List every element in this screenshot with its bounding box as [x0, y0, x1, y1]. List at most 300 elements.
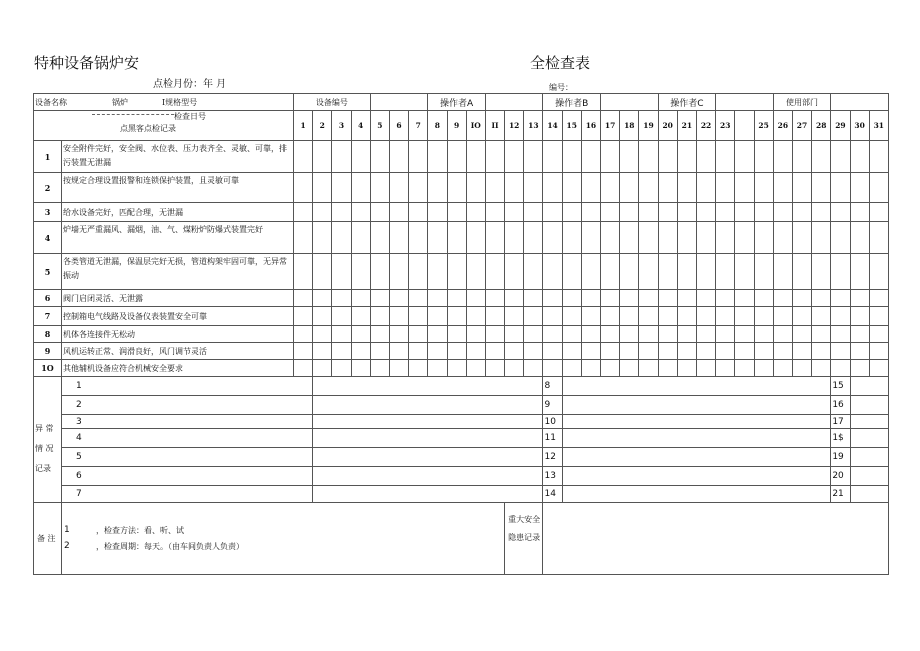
check-cell[interactable]	[696, 222, 715, 254]
check-cell[interactable]	[831, 343, 850, 360]
check-cell[interactable]	[428, 203, 447, 222]
check-cell[interactable]	[581, 343, 600, 360]
check-cell[interactable]	[351, 343, 370, 360]
hazard-entry[interactable]	[543, 503, 888, 575]
check-cell[interactable]	[428, 141, 447, 173]
abnormal-entry[interactable]	[850, 429, 888, 448]
check-cell[interactable]	[620, 254, 639, 290]
check-cell[interactable]	[409, 173, 428, 203]
check-cell[interactable]	[313, 173, 332, 203]
check-cell[interactable]	[313, 360, 332, 377]
check-cell[interactable]	[677, 254, 696, 290]
check-cell[interactable]	[716, 173, 735, 203]
check-cell[interactable]	[831, 141, 850, 173]
dept-value[interactable]	[831, 94, 889, 111]
check-cell[interactable]	[754, 360, 773, 377]
check-cell[interactable]	[409, 203, 428, 222]
check-cell[interactable]	[754, 290, 773, 307]
check-cell[interactable]	[601, 360, 620, 377]
check-cell[interactable]	[351, 222, 370, 254]
check-cell[interactable]	[562, 141, 581, 173]
check-cell[interactable]	[294, 326, 313, 343]
check-cell[interactable]	[428, 254, 447, 290]
abnormal-entry[interactable]	[313, 429, 543, 448]
check-cell[interactable]	[428, 307, 447, 326]
check-cell[interactable]	[812, 326, 831, 343]
check-cell[interactable]	[505, 290, 524, 307]
check-cell[interactable]	[332, 141, 351, 173]
check-cell[interactable]	[505, 203, 524, 222]
check-cell[interactable]	[792, 254, 811, 290]
check-cell[interactable]	[524, 326, 543, 343]
check-cell[interactable]	[773, 222, 792, 254]
check-cell[interactable]	[562, 360, 581, 377]
check-cell[interactable]	[447, 141, 466, 173]
check-cell[interactable]	[505, 173, 524, 203]
check-cell[interactable]	[658, 290, 677, 307]
check-cell[interactable]	[562, 173, 581, 203]
check-cell[interactable]	[831, 307, 850, 326]
check-cell[interactable]	[773, 290, 792, 307]
check-cell[interactable]	[792, 307, 811, 326]
check-cell[interactable]	[658, 173, 677, 203]
check-cell[interactable]	[754, 222, 773, 254]
abnormal-entry[interactable]	[313, 415, 543, 429]
check-cell[interactable]	[716, 307, 735, 326]
check-cell[interactable]	[447, 290, 466, 307]
check-cell[interactable]	[639, 343, 658, 360]
check-cell[interactable]	[677, 203, 696, 222]
check-cell[interactable]	[869, 222, 888, 254]
abnormal-entry[interactable]	[850, 448, 888, 467]
check-cell[interactable]	[716, 290, 735, 307]
check-cell[interactable]	[850, 222, 869, 254]
abnormal-entry[interactable]	[850, 486, 888, 503]
check-cell[interactable]	[696, 307, 715, 326]
check-cell[interactable]	[773, 254, 792, 290]
check-cell[interactable]	[313, 222, 332, 254]
check-cell[interactable]	[581, 326, 600, 343]
check-cell[interactable]	[792, 343, 811, 360]
check-cell[interactable]	[792, 290, 811, 307]
check-cell[interactable]	[543, 360, 562, 377]
check-cell[interactable]	[543, 173, 562, 203]
check-cell[interactable]	[869, 360, 888, 377]
check-cell[interactable]	[466, 326, 485, 343]
abnormal-entry[interactable]	[313, 486, 543, 503]
check-cell[interactable]	[716, 141, 735, 173]
check-cell[interactable]	[505, 326, 524, 343]
check-cell[interactable]	[466, 203, 485, 222]
check-cell[interactable]	[581, 254, 600, 290]
check-cell[interactable]	[485, 290, 504, 307]
check-cell[interactable]	[601, 222, 620, 254]
check-cell[interactable]	[620, 290, 639, 307]
check-cell[interactable]	[850, 307, 869, 326]
abnormal-entry[interactable]	[850, 467, 888, 486]
check-cell[interactable]	[313, 326, 332, 343]
check-cell[interactable]	[696, 343, 715, 360]
check-cell[interactable]	[812, 254, 831, 290]
check-cell[interactable]	[735, 290, 754, 307]
check-cell[interactable]	[428, 222, 447, 254]
check-cell[interactable]	[696, 173, 715, 203]
check-cell[interactable]	[792, 173, 811, 203]
check-cell[interactable]	[773, 173, 792, 203]
operator-a-value[interactable]	[485, 94, 543, 111]
operator-c-value[interactable]	[716, 94, 774, 111]
check-cell[interactable]	[370, 290, 389, 307]
check-cell[interactable]	[294, 360, 313, 377]
check-cell[interactable]	[524, 343, 543, 360]
check-cell[interactable]	[754, 254, 773, 290]
check-cell[interactable]	[601, 343, 620, 360]
check-cell[interactable]	[658, 254, 677, 290]
check-cell[interactable]	[562, 307, 581, 326]
check-cell[interactable]	[735, 343, 754, 360]
check-cell[interactable]	[466, 290, 485, 307]
check-cell[interactable]	[716, 343, 735, 360]
check-cell[interactable]	[351, 360, 370, 377]
check-cell[interactable]	[658, 141, 677, 173]
check-cell[interactable]	[370, 326, 389, 343]
check-cell[interactable]	[524, 290, 543, 307]
check-cell[interactable]	[812, 141, 831, 173]
check-cell[interactable]	[409, 360, 428, 377]
check-cell[interactable]	[370, 360, 389, 377]
check-cell[interactable]	[735, 326, 754, 343]
check-cell[interactable]	[581, 307, 600, 326]
check-cell[interactable]	[812, 290, 831, 307]
check-cell[interactable]	[543, 307, 562, 326]
check-cell[interactable]	[639, 222, 658, 254]
check-cell[interactable]	[428, 360, 447, 377]
check-cell[interactable]	[466, 307, 485, 326]
check-cell[interactable]	[792, 141, 811, 173]
check-cell[interactable]	[409, 222, 428, 254]
check-cell[interactable]	[294, 307, 313, 326]
check-cell[interactable]	[812, 222, 831, 254]
check-cell[interactable]	[428, 290, 447, 307]
check-cell[interactable]	[850, 254, 869, 290]
check-cell[interactable]	[735, 203, 754, 222]
check-cell[interactable]	[370, 141, 389, 173]
check-cell[interactable]	[831, 254, 850, 290]
check-cell[interactable]	[831, 326, 850, 343]
check-cell[interactable]	[658, 326, 677, 343]
check-cell[interactable]	[754, 203, 773, 222]
check-cell[interactable]	[677, 290, 696, 307]
check-cell[interactable]	[639, 173, 658, 203]
check-cell[interactable]	[466, 173, 485, 203]
check-cell[interactable]	[696, 290, 715, 307]
abnormal-entry[interactable]	[313, 377, 543, 396]
check-cell[interactable]	[332, 307, 351, 326]
check-cell[interactable]	[524, 203, 543, 222]
check-cell[interactable]	[869, 290, 888, 307]
check-cell[interactable]	[389, 203, 408, 222]
check-cell[interactable]	[581, 203, 600, 222]
check-cell[interactable]	[773, 360, 792, 377]
check-cell[interactable]	[505, 343, 524, 360]
check-cell[interactable]	[370, 343, 389, 360]
check-cell[interactable]	[389, 343, 408, 360]
check-cell[interactable]	[485, 307, 504, 326]
check-cell[interactable]	[658, 343, 677, 360]
check-cell[interactable]	[389, 290, 408, 307]
check-cell[interactable]	[831, 290, 850, 307]
check-cell[interactable]	[735, 222, 754, 254]
check-cell[interactable]	[543, 343, 562, 360]
check-cell[interactable]	[485, 173, 504, 203]
check-cell[interactable]	[409, 254, 428, 290]
abnormal-entry[interactable]	[562, 467, 831, 486]
check-cell[interactable]	[696, 141, 715, 173]
check-cell[interactable]	[543, 141, 562, 173]
check-cell[interactable]	[850, 141, 869, 173]
check-cell[interactable]	[581, 360, 600, 377]
operator-b-value[interactable]	[601, 94, 659, 111]
check-cell[interactable]	[620, 360, 639, 377]
check-cell[interactable]	[716, 222, 735, 254]
check-cell[interactable]	[812, 343, 831, 360]
check-cell[interactable]	[658, 360, 677, 377]
check-cell[interactable]	[792, 203, 811, 222]
check-cell[interactable]	[370, 222, 389, 254]
equipment-no-value[interactable]	[370, 94, 428, 111]
check-cell[interactable]	[332, 203, 351, 222]
check-cell[interactable]	[677, 173, 696, 203]
check-cell[interactable]	[447, 222, 466, 254]
abnormal-entry[interactable]	[562, 486, 831, 503]
check-cell[interactable]	[831, 222, 850, 254]
check-cell[interactable]	[370, 203, 389, 222]
check-cell[interactable]	[294, 173, 313, 203]
check-cell[interactable]	[581, 222, 600, 254]
check-cell[interactable]	[754, 326, 773, 343]
check-cell[interactable]	[543, 254, 562, 290]
check-cell[interactable]	[620, 173, 639, 203]
abnormal-entry[interactable]	[562, 415, 831, 429]
check-cell[interactable]	[505, 141, 524, 173]
check-cell[interactable]	[294, 203, 313, 222]
check-cell[interactable]	[677, 343, 696, 360]
check-cell[interactable]	[601, 254, 620, 290]
check-cell[interactable]	[524, 222, 543, 254]
check-cell[interactable]	[677, 307, 696, 326]
check-cell[interactable]	[620, 343, 639, 360]
check-cell[interactable]	[389, 360, 408, 377]
check-cell[interactable]	[485, 343, 504, 360]
check-cell[interactable]	[447, 326, 466, 343]
check-cell[interactable]	[869, 326, 888, 343]
check-cell[interactable]	[389, 173, 408, 203]
check-cell[interactable]	[850, 290, 869, 307]
check-cell[interactable]	[447, 203, 466, 222]
check-cell[interactable]	[543, 222, 562, 254]
check-cell[interactable]	[581, 290, 600, 307]
check-cell[interactable]	[716, 326, 735, 343]
check-cell[interactable]	[389, 141, 408, 173]
check-cell[interactable]	[524, 307, 543, 326]
check-cell[interactable]	[677, 141, 696, 173]
abnormal-entry[interactable]	[850, 396, 888, 415]
check-cell[interactable]	[869, 307, 888, 326]
check-cell[interactable]	[812, 203, 831, 222]
abnormal-entry[interactable]	[562, 448, 831, 467]
check-cell[interactable]	[754, 173, 773, 203]
check-cell[interactable]	[696, 203, 715, 222]
check-cell[interactable]	[562, 222, 581, 254]
check-cell[interactable]	[812, 307, 831, 326]
check-cell[interactable]	[428, 326, 447, 343]
check-cell[interactable]	[447, 307, 466, 326]
check-cell[interactable]	[485, 141, 504, 173]
check-cell[interactable]	[389, 307, 408, 326]
check-cell[interactable]	[716, 360, 735, 377]
check-cell[interactable]	[773, 141, 792, 173]
check-cell[interactable]	[313, 307, 332, 326]
check-cell[interactable]	[294, 343, 313, 360]
check-cell[interactable]	[562, 326, 581, 343]
check-cell[interactable]	[505, 360, 524, 377]
check-cell[interactable]	[524, 173, 543, 203]
check-cell[interactable]	[601, 290, 620, 307]
check-cell[interactable]	[351, 307, 370, 326]
check-cell[interactable]	[428, 343, 447, 360]
check-cell[interactable]	[696, 254, 715, 290]
check-cell[interactable]	[370, 307, 389, 326]
check-cell[interactable]	[850, 360, 869, 377]
check-cell[interactable]	[735, 360, 754, 377]
check-cell[interactable]	[716, 203, 735, 222]
check-cell[interactable]	[332, 360, 351, 377]
check-cell[interactable]	[620, 326, 639, 343]
check-cell[interactable]	[639, 326, 658, 343]
check-cell[interactable]	[831, 203, 850, 222]
check-cell[interactable]	[485, 222, 504, 254]
check-cell[interactable]	[351, 290, 370, 307]
check-cell[interactable]	[792, 360, 811, 377]
check-cell[interactable]	[677, 222, 696, 254]
check-cell[interactable]	[601, 173, 620, 203]
check-cell[interactable]	[639, 203, 658, 222]
check-cell[interactable]	[370, 173, 389, 203]
check-cell[interactable]	[505, 222, 524, 254]
check-cell[interactable]	[581, 141, 600, 173]
check-cell[interactable]	[466, 343, 485, 360]
check-cell[interactable]	[332, 326, 351, 343]
check-cell[interactable]	[620, 203, 639, 222]
check-cell[interactable]	[658, 307, 677, 326]
abnormal-entry[interactable]	[850, 415, 888, 429]
check-cell[interactable]	[639, 307, 658, 326]
check-cell[interactable]	[409, 307, 428, 326]
check-cell[interactable]	[447, 254, 466, 290]
check-cell[interactable]	[313, 343, 332, 360]
check-cell[interactable]	[773, 307, 792, 326]
check-cell[interactable]	[639, 254, 658, 290]
check-cell[interactable]	[831, 173, 850, 203]
check-cell[interactable]	[601, 203, 620, 222]
check-cell[interactable]	[620, 222, 639, 254]
check-cell[interactable]	[409, 290, 428, 307]
check-cell[interactable]	[869, 343, 888, 360]
check-cell[interactable]	[409, 141, 428, 173]
check-cell[interactable]	[696, 326, 715, 343]
check-cell[interactable]	[754, 141, 773, 173]
check-cell[interactable]	[332, 173, 351, 203]
check-cell[interactable]	[639, 141, 658, 173]
check-cell[interactable]	[601, 307, 620, 326]
check-cell[interactable]	[562, 254, 581, 290]
check-cell[interactable]	[485, 326, 504, 343]
check-cell[interactable]	[543, 203, 562, 222]
check-cell[interactable]	[562, 203, 581, 222]
check-cell[interactable]	[428, 173, 447, 203]
check-cell[interactable]	[850, 343, 869, 360]
check-cell[interactable]	[773, 203, 792, 222]
check-cell[interactable]	[850, 326, 869, 343]
check-cell[interactable]	[696, 360, 715, 377]
check-cell[interactable]	[294, 141, 313, 173]
check-cell[interactable]	[332, 222, 351, 254]
check-cell[interactable]	[562, 343, 581, 360]
check-cell[interactable]	[869, 173, 888, 203]
check-cell[interactable]	[773, 343, 792, 360]
check-cell[interactable]	[294, 222, 313, 254]
check-cell[interactable]	[773, 326, 792, 343]
abnormal-entry[interactable]	[562, 429, 831, 448]
check-cell[interactable]	[677, 360, 696, 377]
check-cell[interactable]	[831, 360, 850, 377]
check-cell[interactable]	[850, 173, 869, 203]
check-cell[interactable]	[543, 326, 562, 343]
check-cell[interactable]	[351, 141, 370, 173]
abnormal-entry[interactable]	[313, 396, 543, 415]
check-cell[interactable]	[620, 307, 639, 326]
check-cell[interactable]	[332, 254, 351, 290]
check-cell[interactable]	[620, 141, 639, 173]
check-cell[interactable]	[869, 203, 888, 222]
check-cell[interactable]	[447, 360, 466, 377]
check-cell[interactable]	[792, 222, 811, 254]
check-cell[interactable]	[639, 360, 658, 377]
check-cell[interactable]	[485, 360, 504, 377]
check-cell[interactable]	[313, 203, 332, 222]
abnormal-entry[interactable]	[562, 396, 831, 415]
check-cell[interactable]	[485, 203, 504, 222]
check-cell[interactable]	[466, 222, 485, 254]
check-cell[interactable]	[716, 254, 735, 290]
check-cell[interactable]	[313, 141, 332, 173]
check-cell[interactable]	[754, 307, 773, 326]
check-cell[interactable]	[581, 173, 600, 203]
check-cell[interactable]	[524, 360, 543, 377]
check-cell[interactable]	[524, 141, 543, 173]
check-cell[interactable]	[370, 254, 389, 290]
check-cell[interactable]	[735, 141, 754, 173]
check-cell[interactable]	[505, 254, 524, 290]
check-cell[interactable]	[466, 360, 485, 377]
check-cell[interactable]	[313, 290, 332, 307]
check-cell[interactable]	[351, 203, 370, 222]
abnormal-entry[interactable]	[313, 467, 543, 486]
check-cell[interactable]	[754, 343, 773, 360]
check-cell[interactable]	[812, 360, 831, 377]
check-cell[interactable]	[812, 173, 831, 203]
check-cell[interactable]	[677, 326, 696, 343]
